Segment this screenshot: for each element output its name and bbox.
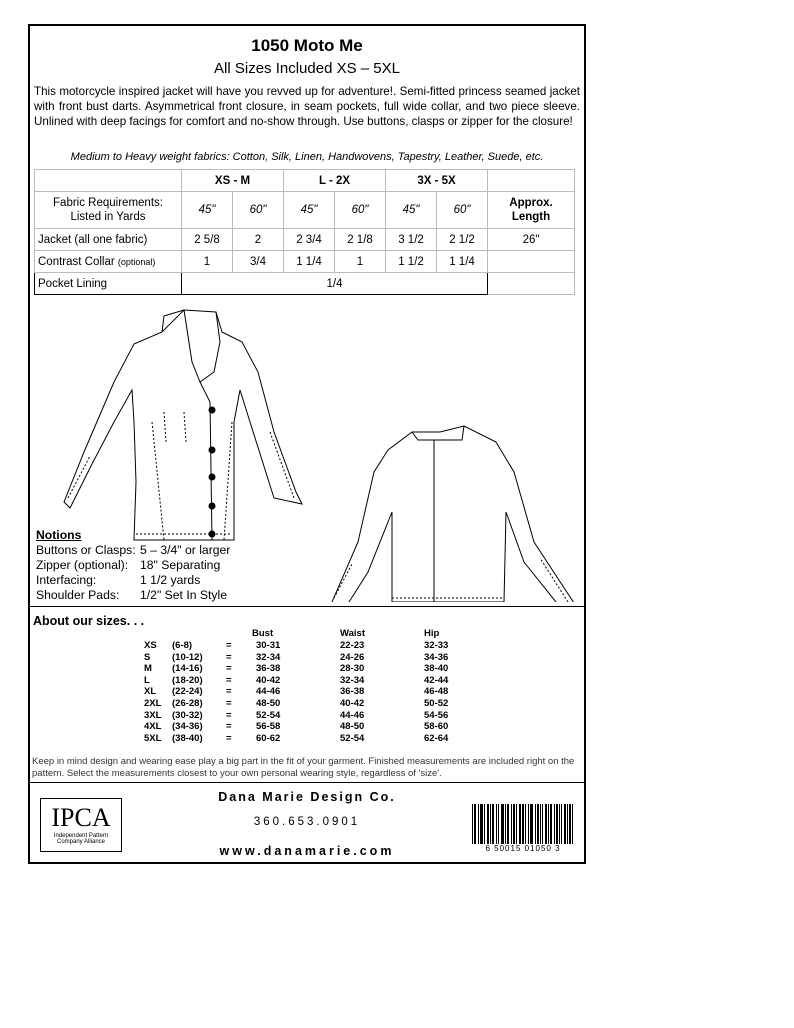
barcode-bar [551,804,552,844]
size-cell: 4XL [144,721,162,733]
length-cell: 26" [488,229,575,251]
barcode-bar [523,804,524,844]
barcode-bar [548,804,549,844]
size-cell: (10-12) [172,651,203,663]
length-header: Approx. Length [488,192,575,229]
row-label: Pocket Lining [35,273,182,295]
table-cell: 2 1/8 [335,229,386,251]
barcode-bar [565,804,566,844]
barcode-bar [478,804,479,844]
barcode-bar [564,804,565,844]
barcode-bar [572,804,573,844]
barcode-bar [503,804,504,844]
barcode-bar [567,804,568,844]
size-cell: 30-31 [256,640,281,651]
size-cell: = [226,674,232,686]
size-cell: 42-44 [424,674,449,686]
divider [30,782,584,783]
table-cell: 2 3/4 [284,229,335,251]
size-cell: = [226,721,232,733]
size-cell: (34-36) [172,721,203,733]
table-cell: 1 1/4 [437,251,488,273]
size-cell: = [226,732,232,744]
barcode-bar [554,804,555,844]
barcode-bar [557,804,558,844]
size-cell: 52-54 [340,732,365,744]
bust-header: Bust [252,628,274,639]
barcode-bar [516,804,517,844]
list-item: Shoulder Pads: 1/2" Set In Style [36,588,227,602]
size-cell: = [226,640,232,651]
size-cell: 40-42 [340,697,365,709]
size-group-header: 3X - 5X [386,170,488,192]
size-cell: 34-36 [424,651,449,663]
width-header: 45" [386,192,437,229]
size-group-header: XS - M [182,170,284,192]
optional-note: (optional) [117,256,156,267]
hip-header: Hip [424,628,440,639]
size-cell: M [144,663,152,675]
barcode-bar [525,804,526,844]
barcode-bar [505,804,506,844]
hip-column [424,640,448,744]
table-cell: 1 1/2 [386,251,437,273]
table-cell: 1/4 [182,273,488,295]
waist-header: Waist [340,628,365,639]
size-cell: XS [144,640,157,651]
barcode-bar [559,804,560,844]
fabric-requirements-table [34,169,575,295]
phone-number: 360.653.0901 [253,816,361,828]
barcode-bar [490,804,491,844]
requirements-label: Fabric Requirements: Listed in Yards [35,192,182,229]
description: This motorcycle inspired jacket will have you revved up for adventure!. Semi-fitted princess seamed jacket with front bust darts. Asymmetrical front closure, in seam pockets, full wide collar, and two piece sleeve. Unlined with deep facings for comfort and no-show through. Use buttons, clasps or zipper for the closure! [34,85,580,128]
width-header: 45" [284,192,335,229]
row-label: Contrast Collar (optional) [35,251,182,273]
bust-column [256,640,280,744]
size-cell: 56-58 [256,721,281,733]
barcode-number: 6 50015 01050 3 [485,844,561,853]
barcode-bar [493,804,494,844]
equals-column [226,640,232,744]
size-cell: 58-60 [424,721,449,733]
size-cell: = [226,709,232,721]
table-row [35,170,575,192]
size-cell: 44-46 [256,686,281,698]
pattern-title: 1050 Moto Me [251,36,363,55]
notions-title: Notions [36,528,82,542]
list-item: Interfacing: 1 1/2 yards [36,573,201,587]
table-cell: 1 1/4 [284,251,335,273]
jacket-front-drawing [64,310,302,540]
size-cell: 40-42 [256,674,281,686]
table-cell: 2 5/8 [182,229,233,251]
logo-subtext: Independent Pattern Company Alliance [53,833,109,845]
table-cell: 3/4 [233,251,284,273]
barcode-bar [542,804,543,844]
size-cell: (38-40) [172,732,203,744]
width-header: 60" [437,192,488,229]
barcode-bar [538,804,539,844]
pattern-back-cover [28,24,586,864]
barcode-bar [545,804,546,844]
barcode-bar [546,804,547,844]
size-cell: = [226,663,232,675]
barcode-bar [475,804,476,844]
size-cell: 24-26 [340,651,365,663]
size-cell: 32-33 [424,640,449,651]
barcode-bar [482,804,483,844]
size-cell: 22-23 [340,640,365,651]
barcode-bar [522,804,523,844]
size-cell: 32-34 [256,651,281,663]
table-row [35,229,575,251]
barcode-bar [472,804,473,844]
size-cell: = [226,697,232,709]
barcode-bar [498,804,499,844]
size-cell: 36-38 [256,663,281,675]
size-cell: 5XL [144,732,162,744]
size-cell: 48-50 [256,697,281,709]
size-cell: (14-16) [172,663,203,675]
table-row [35,273,575,295]
size-cell: 44-46 [340,709,365,721]
list-item: Zipper (optional): 18" Separating [36,558,221,572]
barcode-bar [496,804,497,844]
jacket-back-drawing [332,426,576,602]
row-label: Jacket (all one fabric) [35,229,182,251]
website-link[interactable]: www.danamarie.com [219,844,395,858]
size-cell: 52-54 [256,709,281,721]
barcode-bar [537,804,538,844]
range-column [172,640,203,744]
barcode-bar [530,804,531,844]
barcode-bar [513,804,514,844]
size-cell: 50-52 [424,697,449,709]
table-cell: 3 1/2 [386,229,437,251]
barcode-bar [492,804,493,844]
size-cell: 62-64 [424,732,449,744]
barcode-bar [561,804,562,844]
size-cell: = [226,686,232,698]
company-name: Dana Marie Design Co. [218,790,396,804]
barcode-bar [540,804,541,844]
size-cell: (18-20) [172,674,203,686]
barcode-bar [480,804,481,844]
barcode-bar [487,804,488,844]
table-cell: 2 [233,229,284,251]
size-cell: (6-8) [172,640,193,651]
barcode-bar [507,804,508,844]
table-cell: 1 [335,251,386,273]
size-cell: 28-30 [340,663,365,675]
sizes-title: About our sizes. . . [33,614,145,628]
table-row [35,251,575,273]
size-cell: 46-48 [424,686,449,698]
barcode-bar [569,804,570,844]
barcode-bar [531,804,532,844]
logo-text: IPCA [51,803,111,832]
size-cell: 2XL [144,697,162,709]
barcode-bar [488,804,489,844]
width-header: 60" [335,192,386,229]
barcode-bar [484,804,485,844]
size-cell: 32-34 [340,674,365,686]
barcode-bar [550,804,551,844]
list-item: Buttons or Clasps: 5 – 3/4" or larger [36,543,231,557]
barcode-bar [520,804,521,844]
size-cell: XL [144,686,157,698]
size-cell: 3XL [144,709,162,721]
size-cell: (30-32) [172,709,203,721]
barcode-bar [514,804,515,844]
barcode-bar [474,804,475,844]
barcode-bar [528,804,529,844]
size-group-header: L - 2X [284,170,386,192]
barcode-bar [501,804,502,844]
barcode-bar [502,804,503,844]
size-cell: 48-50 [340,721,365,733]
notions-section [36,528,230,603]
fit-note: Keep in mind design and wearing ease play a big part in the fit of your garment. Finished measurements are included right on the pattern. Select the measurements closest to your own personal wearing style, regardless of 'size'. [32,756,575,779]
barcode-bar [556,804,557,844]
barcode-bar [508,804,509,844]
table-cell: 1 [182,251,233,273]
size-cell: L [144,674,150,686]
size-cell: 36-38 [340,686,365,698]
barcode-bar [535,804,536,844]
fabric-suggestions: Medium to Heavy weight fabrics: Cotton, Silk, Linen, Handwovens, Tapestry, Leather, Suede, etc. [70,151,544,163]
size-cell: (22-24) [172,686,203,698]
waist-column [340,640,364,744]
table-row [35,192,575,229]
size-column [144,640,161,744]
pattern-subtitle: All Sizes Included XS – 5XL [214,60,400,77]
barcode-bar [570,804,571,844]
size-cell: 54-56 [424,709,449,721]
size-cell: = [226,651,232,663]
size-cell: S [144,651,151,663]
barcode-bar [519,804,520,844]
size-cell: 38-40 [424,663,449,675]
barcode-bar [532,804,533,844]
barcode-bar [481,804,482,844]
divider [30,606,584,607]
table-cell: 2 1/2 [437,229,488,251]
barcode-bar [511,804,512,844]
size-cell: 60-62 [256,732,281,744]
barcode-image [468,798,578,850]
width-header: 45" [182,192,233,229]
width-header: 60" [233,192,284,229]
size-cell: (26-28) [172,697,203,709]
